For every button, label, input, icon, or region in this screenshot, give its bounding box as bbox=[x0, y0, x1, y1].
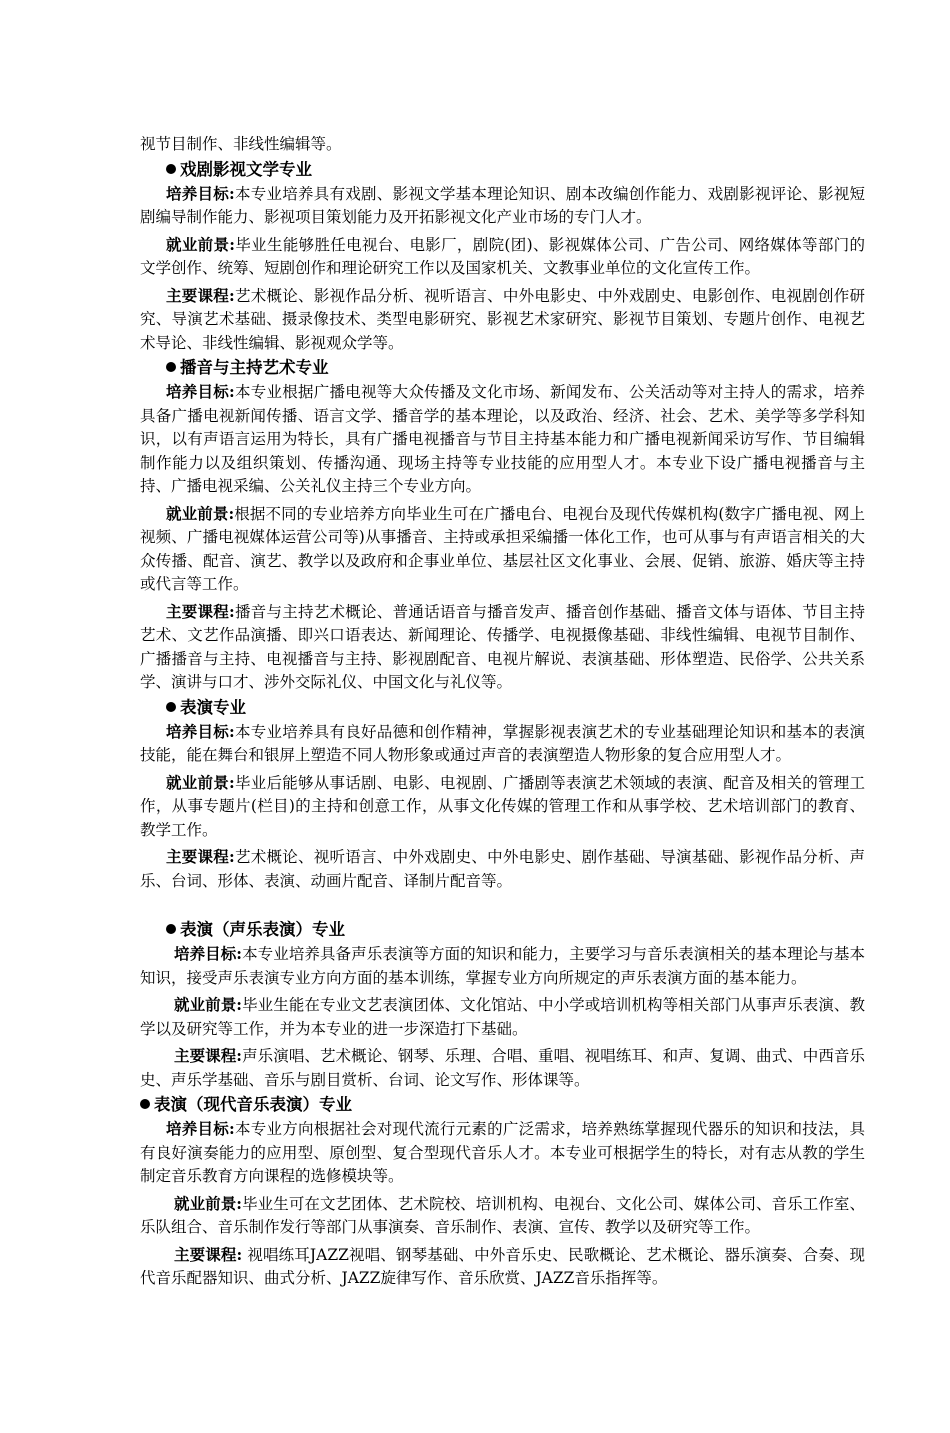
bullet-icon bbox=[166, 362, 176, 372]
section-title-vocal-performance: 表演（声乐表演）专业 bbox=[140, 917, 865, 942]
job-text: 毕业后能够从事话剧、电影、电视剧、广播剧等表演艺术领域的表演、配音及相关的管理工作，从事专题片(栏目)的主持和创意工作，从事文化传媒的管理工作和从事学校、艺术培训部门的教育、教学工作。 bbox=[140, 773, 865, 839]
course-text: 艺术概论、视听语言、中外戏剧史、中外电影史、剧作基础、导演基础、影视作品分析、声乐、台词、形体、表演、动画片配音、译制片配音等。 bbox=[140, 848, 865, 890]
section-course bbox=[140, 284, 865, 356]
course-label: 主要课程: bbox=[166, 847, 235, 866]
job-text: 根据不同的专业培养方向毕业生可在广播电台、电视台及现代传媒机构(数字广播电视、网上视频、广播电视媒体运营公司等)从事播音、主持或承担采编播一体化工作，也可从事与有声语言相关的大众传播、配音、演艺、教学以及政府和企事业单位、基层社区文化事业、会展、促销、旅游、婚庆等主持或代言等工作。 bbox=[140, 504, 865, 593]
document-page bbox=[140, 133, 865, 1291]
bullet-icon bbox=[166, 924, 176, 934]
goal-label: 培养目标: bbox=[166, 382, 235, 401]
job-text: 毕业生能够胜任电视台、电影厂，剧院(团)、影视媒体公司、广告公司、网络媒体等部门的文学创作、统筹、短剧创作和理论研究工作以及国家机关、文教事业单位的文化宣传工作。 bbox=[140, 235, 865, 277]
goal-label: 培养目标: bbox=[166, 183, 235, 203]
section-course bbox=[140, 1044, 865, 1092]
course-label: 主要课程: bbox=[166, 285, 235, 305]
goal-text: 本专业培养具备声乐表演等方面的知识和能力，主要学习与音乐表演相关的基本理论与基本知识，接受声乐表演专业方向方面的基本训练，掌握专业方向所规定的声乐表演方面的基本能力。 bbox=[140, 945, 865, 987]
bullet-icon bbox=[166, 164, 176, 174]
section-title-performance: 表演专业 bbox=[140, 695, 865, 720]
section-goal bbox=[140, 380, 865, 499]
job-label: 就业前景: bbox=[174, 1193, 243, 1213]
job-label: 就业前景: bbox=[166, 234, 236, 254]
intro-tail-text: 视节目制作、非线性编辑等。 bbox=[140, 135, 342, 153]
course-label: 主要课程: bbox=[174, 1244, 243, 1264]
goal-label: 培养目标: bbox=[166, 1119, 235, 1138]
section-goal bbox=[140, 1117, 865, 1189]
goal-text: 本专业根据广播电视等大众传播及文化市场、新闻发布、公关活动等对主持人的需求，培养具备广播电视新闻传播、语言文学、播音学的基本理论，以及政治、经济、社会、艺术、美学等多学科知识，以有声语言运用为特长，具有广播电视播音与节目主持基本能力和广播电视新闻采访写作、节目编辑制作能力以及组织策划、传播沟通、现场主持等专业技能的应用型人才。本专业下设广播电视播音与主持、广播电视采编、公关礼仪主持三个专业方向。 bbox=[140, 383, 865, 495]
goal-label: 培养目标: bbox=[166, 721, 235, 741]
section-job bbox=[140, 993, 865, 1041]
section-title-modern-music-performance: 表演（现代音乐表演）专业 bbox=[140, 1092, 865, 1117]
section-goal bbox=[140, 942, 865, 990]
course-text: 视唱练耳JAZZ视唱、钢琴基础、中外音乐史、民歌概论、艺术概论、器乐演奏、合奏、现代音乐配器知识、曲式分析、JAZZ旋律写作、音乐欣赏、JAZZ音乐指挥等。 bbox=[140, 1245, 865, 1287]
course-label: 主要课程: bbox=[174, 1046, 243, 1065]
section-goal bbox=[140, 182, 865, 230]
section-job bbox=[140, 771, 865, 843]
section-job bbox=[140, 502, 865, 597]
bullet-icon bbox=[140, 1099, 150, 1109]
bullet-icon bbox=[166, 702, 176, 712]
job-label: 就业前景: bbox=[166, 772, 235, 792]
section-title-drama-film-literature: 戏剧影视文学专业 bbox=[140, 157, 865, 182]
section-course bbox=[140, 600, 865, 695]
job-label: 就业前景: bbox=[174, 995, 243, 1014]
job-text: 毕业生能在专业文艺表演团体、文化馆站、中小学或培训机构等相关部门从事声乐表演、教学以及研究等工作，并为本专业的进一步深造打下基础。 bbox=[140, 996, 865, 1038]
section-job bbox=[140, 233, 865, 281]
goal-text: 本专业培养具有良好品德和创作精神，掌握影视表演艺术的专业基础理论知识和基本的表演技能，能在舞台和银屏上塑造不同人物形象或通过声音的表演塑造人物形象的复合应用型人才。 bbox=[140, 722, 865, 764]
goal-text: 本专业培养具有戏剧、影视文学基本理论知识、剧本改编创作能力、戏剧影视评论、影视短剧编导制作能力、影视项目策划能力及开拓影视文化产业市场的专门人才。 bbox=[140, 184, 865, 226]
course-text: 声乐演唱、艺术概论、钢琴、乐理、合唱、重唱、视唱练耳、和声、复调、曲式、中西音乐史、声乐学基础、音乐与剧目赏析、台词、论文写作、形体课等。 bbox=[140, 1047, 865, 1089]
section-job bbox=[140, 1192, 865, 1240]
job-text: 毕业生可在文艺团体、艺术院校、培训机构、电视台、文化公司、媒体公司、音乐工作室、乐队组合、音乐制作发行等部门从事演奏、音乐制作、表演、宣传、教学以及研究等工作。 bbox=[140, 1194, 865, 1236]
section-goal bbox=[140, 720, 865, 768]
course-text: 艺术概论、影视作品分析、视听语言、中外电影史、中外戏剧史、电影创作、电视剧创作研究、导演艺术基础、摄录像技术、类型电影研究、影视艺术家研究、影视节目策划、专题片创作、电视艺术导论、非线性编辑、影视观众学等。 bbox=[140, 286, 865, 352]
goal-text: 本专业方向根据社会对现代流行元素的广泛需求，培养熟练掌握现代器乐的知识和技法，具有良好演奏能力的应用型、原创型、复合型现代音乐人才。本专业可根据学生的特长，对有志从教的学生制定音乐教育方向课程的选修模块等。 bbox=[140, 1120, 865, 1185]
course-text: 播音与主持艺术概论、普通话语音与播音发声、播音创作基础、播音文体与语体、节目主持艺术、文艺作品演播、即兴口语表达、新闻理论、传播学、电视摄像基础、非线性编辑、电视节目制作、广播播音与主持、电视播音与主持、影视剧配音、电视片解说、表演基础、形体塑造、民俗学、公共关系学、演讲与口才、涉外交际礼仪、中国文化与礼仪等。 bbox=[140, 602, 865, 691]
section-course bbox=[140, 1243, 865, 1291]
section-course bbox=[140, 845, 865, 893]
job-label: 就业前景: bbox=[166, 503, 235, 523]
course-label: 主要课程: bbox=[166, 601, 235, 621]
goal-label: 培养目标: bbox=[174, 944, 243, 963]
section-title-broadcasting-hosting: 播音与主持艺术专业 bbox=[140, 355, 865, 380]
